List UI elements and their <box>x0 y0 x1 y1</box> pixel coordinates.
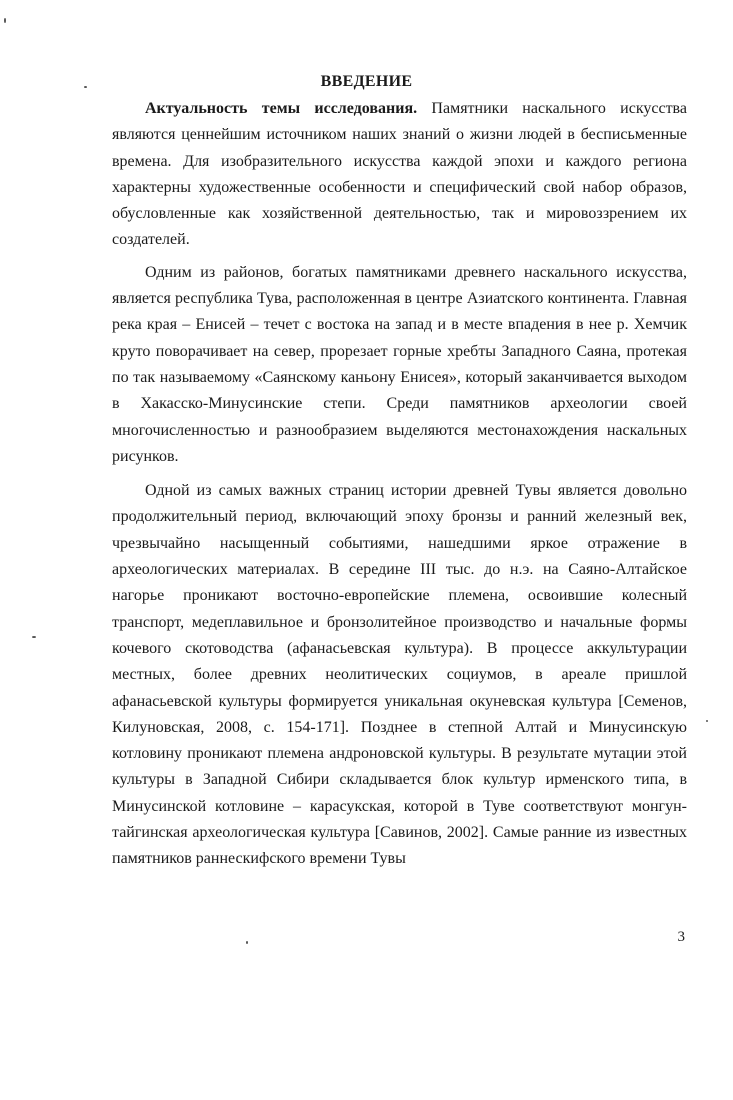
scan-speck <box>4 18 6 23</box>
body-text <box>112 96 687 879</box>
paragraph-1-lead: Актуальность темы исследования. <box>145 100 418 117</box>
paragraph-2: Одним из районов, богатых памятниками древнего наскального искусства, является республика Тува, расположенная в центре Азиатского континента. Главная река края – Енисей – течет с востока на запад и в месте впадения в нее р. Хемчик круто поворачивает на север, прорезает горные хребты Западного Саяна, протекая по так называемому «Саянскому каньону Енисея», который заканчивается выходом в Хакасско-Минусинские степи. Среди памятников археологии своей многочисленностью и разнообразием выделяются местонахождения наскальных рисунков. <box>112 263 687 465</box>
paragraph-1-text: Памятники наскального искусства являются ценнейшим источником наших знаний о жизни людей в бесписьменные времена. Для изобразительного искусства каждой эпохи и каждого региона характерны художественные особенности и специфический свой набор образов, обусловленные как хозяйственной деятельностью, так и мировоззрением их создателей. <box>112 100 688 249</box>
scan-speck <box>706 720 708 722</box>
section-heading: ВВЕДЕНИЕ <box>320 73 413 90</box>
scan-speck <box>84 86 87 88</box>
page-number: 3 <box>677 929 685 945</box>
paragraph-1 <box>112 96 687 254</box>
paragraph-3: Одной из самых важных страниц истории древней Тувы является довольно продолжительный период, включающий эпоху бронзы и ранний железный век, чрезвычайно насыщенный событиями, нашедшими яркое отражение в археологических материалах. В середине III тыс. до н.э. на Саяно-Алтайское нагорье проникают восточно-европейские племена, освоившие колесный транспорт, медеплавильное и бронзолитейное производство и начальные формы кочевого скотоводства (афанасьевская культура). В процессе аккультурации местных, более древних неолитических социумов, в ареале пришлой афанасьевской культуры формируется уникальная окуневская культура [Семенов, Килуновская, 2008, с. 154-171]. Позднее в степной Алтай и Минусинскую котловину проникают племена андроновской культуры. В результате мутации этой культуры в Западной Сибири складывается блок культур ирменского типа, в Минусинской котловине – карасукская, которой в Туве соответствуют монгун-тайгинская археологическая культура [Савинов, 2002]. Самые ранние из известных памятников раннескифского времени Тувы <box>112 482 687 868</box>
scan-speck <box>32 636 36 638</box>
scan-speck <box>246 941 248 944</box>
